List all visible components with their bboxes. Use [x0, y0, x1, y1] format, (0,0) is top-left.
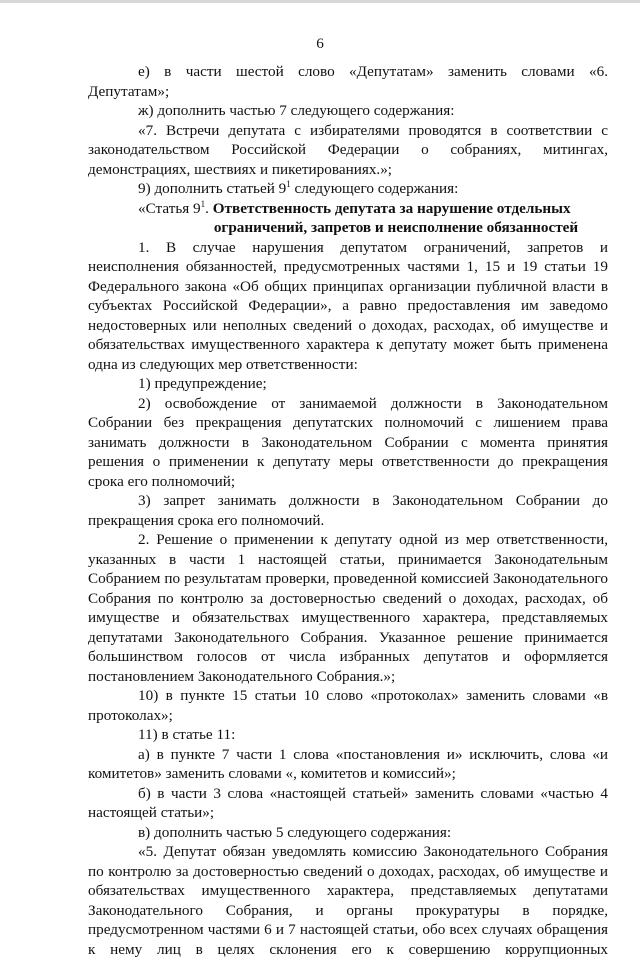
scan-edge	[0, 0, 640, 3]
paragraph-item-e: е) в части шестой слово «Депутатам» заменить словами «6. Депутатам»;	[88, 63, 608, 100]
article-number-superscript: 1	[200, 198, 206, 209]
paragraph-article-part1: 1. В случае нарушения депутатом ограничений, запретов и неисполнения обязанностей, предусмотренных частями 1, 15 и 19 статьи 19 Федерального закона «Об общих принципах организации публичной власти в субъектах Российской Федерации», а равно предоставления им заведомо недостоверных или неполных сведений о доходах, расходах, об имуществе и обязательствах имущественного характера к депутату может быть применена одна из следующих мер ответственности:	[88, 238, 608, 373]
article-heading	[88, 199, 608, 219]
paragraph-item-11-v: в) дополнить частью 5 следующего содержания:	[138, 823, 452, 841]
paragraph-item-11-a: а) в пункте 7 части 1 слова «постановления и» исключить, слова «и комитетов» заменить словами «, комитетов и комиссий»;	[88, 745, 608, 782]
article-lead: «Статья 9	[138, 199, 201, 217]
paragraph-measure-3: 3) запрет занимать должности в Законодательном Собрании до прекращения срока его полномочий.	[88, 492, 608, 529]
document-body	[88, 62, 608, 959]
paragraph-item-11: 11) в статье 11:	[138, 726, 236, 743]
article-title-line1: Ответственность депутата за нарушение отдельных	[212, 199, 571, 217]
item9-text-after: следующего содержания:	[290, 180, 459, 197]
article-title-continuation	[88, 218, 608, 238]
paragraph-measure-1: 1) предупреждение;	[138, 375, 267, 392]
paragraph-measure-2: 2) освобождение от занимаемой должности в Законодательном Собрании без прекращения депутатских полномочий с лишением права занимать должности в Законодательном Собрании с момента принятия решения о применении к депутату меры ответственности до прекращения срока его полномочий;	[88, 394, 608, 490]
paragraph-article-part2: 2. Решение о применении к депутату одной из мер ответственности, указанных в части 1 настоящей статьи, принимается Законодательным Собранием по результатам проверки, проведенной комиссией Законодательного Собрания по контролю за достоверностью сведений о доходах, расходах, об имуществе и обязательствах имущественного характера, представляемых депутатами Законодательного Собрания. Указанное решение принимается большинством голосов от числа избранных депутатов и оформляется постановлением Законодательного Собрания.»;	[88, 531, 608, 685]
paragraph-quote-part7: «7. Встречи депутата с избирателями проводятся в соответствии с законодательством Российской Федерации о собраниях, митингах, демонстрациях, шествиях и пикетированиях.»;	[88, 121, 608, 178]
article-title-line2: ограничений, запретов и неисполнение обязанностей	[213, 219, 579, 236]
paragraph-item-zh: ж) дополнить частью 7 следующего содержания:	[138, 102, 455, 119]
paragraph-item-10: 10) в пункте 15 статьи 10 слово «протоколах» заменить словами «в протоколах»;	[88, 687, 608, 724]
item9-text-before: 9) дополнить статьей 9	[138, 180, 287, 197]
paragraph-item-9	[88, 179, 608, 199]
item9-superscript: 1	[286, 178, 291, 189]
paragraph-quote-part5: «5. Депутат обязан уведомлять комиссию Законодательного Собрания по контролю за достоверностью сведений о доходах, расходах, об имуществе и обязательствах имущественного характера, представляемых депутатами Законодательного Собрания, и органы прокуратуры в порядке, предусмотренном частями 6 и 7 настоящей статьи, обо всех случаях обращения к нему лиц в целях склонения его к совершению коррупционных	[88, 843, 608, 958]
article-lead-after: .	[205, 199, 213, 217]
page-number: 6	[316, 35, 324, 52]
paragraph-item-11-b: б) в части 3 слова «настоящей статьей» заменить словами «частью 4 настоящей статьи»;	[88, 784, 608, 821]
